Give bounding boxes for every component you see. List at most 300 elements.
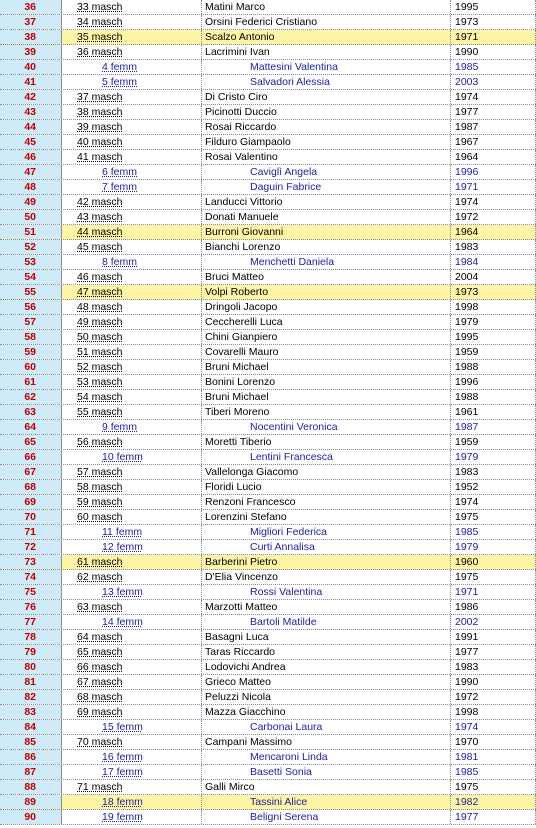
table-row[interactable] [0,585,536,600]
code-text: 9 femm [102,421,138,433]
year-cell[interactable]: 1971 [451,180,536,194]
name-cell[interactable]: Donati Manuele [202,210,451,224]
year-cell[interactable]: 2004 [451,270,536,284]
code-cell[interactable] [62,525,202,539]
year-cell[interactable]: 1998 [451,705,536,719]
code-text: 33 masch [77,1,123,13]
name-cell[interactable]: Volpi Roberto [202,285,451,299]
name-cell[interactable]: Bartoli Matilde [202,615,451,629]
year-cell[interactable]: 2002 [451,615,536,629]
table-row[interactable] [0,720,536,735]
year-cell[interactable]: 1979 [451,315,536,329]
row-header[interactable]: 68 [0,480,62,494]
row-header[interactable]: 42 [0,90,62,104]
code-text: 71 masch [77,781,123,793]
code-text: 18 femm [102,796,143,808]
row-header[interactable]: 38 [0,30,62,44]
row-header[interactable]: 62 [0,390,62,404]
row-header[interactable]: 65 [0,435,62,449]
code-cell[interactable] [62,660,202,674]
row-header[interactable]: 72 [0,540,62,554]
year-cell[interactable]: 1972 [451,690,536,704]
year-cell[interactable]: 1959 [451,345,536,359]
year-cell[interactable]: 1973 [451,15,536,29]
code-cell[interactable] [62,570,202,584]
year-cell[interactable]: 1972 [451,210,536,224]
row-header[interactable]: 51 [0,225,62,239]
code-cell[interactable] [62,810,202,824]
year-cell[interactable]: 1985 [451,60,536,74]
code-cell[interactable] [62,75,202,89]
code-text: 47 masch [77,286,123,298]
year-cell[interactable]: 1977 [451,645,536,659]
table-row[interactable] [0,540,536,555]
row-header[interactable]: 56 [0,300,62,314]
year-cell[interactable]: 1984 [451,255,536,269]
row-header[interactable]: 88 [0,780,62,794]
name-cell[interactable]: Chini Gianpiero [202,330,451,344]
year-cell[interactable]: 1990 [451,45,536,59]
row-header[interactable]: 57 [0,315,62,329]
code-cell[interactable] [62,540,202,554]
year-cell[interactable]: 1952 [451,480,536,494]
table-row[interactable] [0,0,536,15]
code-cell[interactable] [62,0,202,14]
year-cell[interactable]: 1971 [451,30,536,44]
table-row[interactable] [0,675,536,690]
table-row[interactable] [0,45,536,60]
row-header[interactable]: 70 [0,510,62,524]
year-cell[interactable]: 1967 [451,135,536,149]
code-cell[interactable] [62,240,202,254]
year-cell[interactable]: 1975 [451,570,536,584]
name-cell[interactable]: Bruni Michael [202,360,451,374]
code-cell[interactable] [62,165,202,179]
code-cell[interactable] [62,795,202,809]
code-text: 57 masch [77,466,123,478]
name-cell[interactable]: Basagni Luca [202,630,451,644]
code-cell[interactable] [62,600,202,614]
code-text: 56 masch [77,436,123,448]
table-row[interactable] [0,195,536,210]
code-text: 36 masch [77,46,123,58]
row-header[interactable]: 89 [0,795,62,809]
name-cell[interactable]: Barberini Pietro [202,555,451,569]
table-row[interactable] [0,810,536,825]
year-cell[interactable]: 1971 [451,585,536,599]
row-header[interactable]: 46 [0,150,62,164]
row-header[interactable]: 40 [0,60,62,74]
table-row[interactable] [0,690,536,705]
code-cell[interactable] [62,750,202,764]
table-row[interactable] [0,795,536,810]
table-row[interactable] [0,300,536,315]
year-cell[interactable]: 1981 [451,750,536,764]
name-cell[interactable]: Mattesini Valentina [202,60,451,74]
row-header[interactable]: 43 [0,105,62,119]
table-row[interactable] [0,465,536,480]
year-cell[interactable]: 1975 [451,510,536,524]
table-row[interactable] [0,150,536,165]
name-cell[interactable]: Carbonai Laura [202,720,451,734]
year-cell[interactable]: 1985 [451,765,536,779]
code-cell[interactable] [62,285,202,299]
table-row[interactable] [0,630,536,645]
name-cell[interactable]: Campani Massimo [202,735,451,749]
row-header[interactable]: 76 [0,600,62,614]
table-row[interactable] [0,450,536,465]
name-cell[interactable]: Rosai Riccardo [202,120,451,134]
row-header[interactable]: 49 [0,195,62,209]
row-header[interactable]: 66 [0,450,62,464]
table-row[interactable] [0,75,536,90]
year-cell[interactable]: 1988 [451,390,536,404]
code-cell[interactable] [62,630,202,644]
code-cell[interactable] [62,45,202,59]
year-cell[interactable]: 1970 [451,735,536,749]
code-cell[interactable] [62,135,202,149]
table-row[interactable] [0,420,536,435]
row-header[interactable]: 59 [0,345,62,359]
row-header[interactable]: 64 [0,420,62,434]
table-row[interactable] [0,225,536,240]
code-cell[interactable] [62,60,202,74]
row-header[interactable]: 81 [0,675,62,689]
row-header[interactable]: 87 [0,765,62,779]
name-cell[interactable]: Lodovichi Andrea [202,660,451,674]
table-row[interactable] [0,120,536,135]
row-header[interactable]: 71 [0,525,62,539]
code-cell[interactable] [62,705,202,719]
table-row[interactable] [0,660,536,675]
code-cell[interactable] [62,555,202,569]
code-cell[interactable] [62,315,202,329]
code-cell[interactable] [62,720,202,734]
code-cell[interactable] [62,645,202,659]
name-cell[interactable]: Taras Riccardo [202,645,451,659]
code-cell[interactable] [62,180,202,194]
name-cell[interactable]: Beligni Serena [202,810,451,824]
year-cell[interactable]: 1959 [451,435,536,449]
code-cell[interactable] [62,300,202,314]
year-cell[interactable]: 1964 [451,150,536,164]
row-header[interactable]: 90 [0,810,62,824]
name-cell[interactable]: Tiberi Moreno [202,405,451,419]
name-cell[interactable]: Basetti Sonia [202,765,451,779]
code-cell[interactable] [62,585,202,599]
name-cell[interactable]: Rosai Valentino [202,150,451,164]
table-row[interactable] [0,735,536,750]
code-cell[interactable] [62,690,202,704]
year-cell[interactable]: 1974 [451,90,536,104]
code-cell[interactable] [62,225,202,239]
row-header[interactable]: 82 [0,690,62,704]
name-cell[interactable]: Covarelli Mauro [202,345,451,359]
year-cell[interactable]: 1964 [451,225,536,239]
code-cell[interactable] [62,780,202,794]
code-cell[interactable] [62,435,202,449]
table-row[interactable] [0,375,536,390]
code-cell[interactable] [62,270,202,284]
row-header[interactable]: 85 [0,735,62,749]
table-row[interactable] [0,705,536,720]
year-cell[interactable]: 1998 [451,300,536,314]
name-cell[interactable]: Landucci Vittorio [202,195,451,209]
year-cell[interactable]: 1983 [451,660,536,674]
code-cell[interactable] [62,375,202,389]
table-row[interactable] [0,345,536,360]
name-cell[interactable]: D'Elia Vincenzo [202,570,451,584]
name-cell[interactable]: Orsini Federici Cristiano [202,15,451,29]
name-cell[interactable]: Floridi Lucio [202,480,451,494]
code-cell[interactable] [62,450,202,464]
row-header[interactable]: 47 [0,165,62,179]
code-cell[interactable] [62,15,202,29]
code-cell[interactable] [62,150,202,164]
code-cell[interactable] [62,465,202,479]
code-text: 13 femm [102,586,143,598]
year-cell[interactable]: 1973 [451,285,536,299]
year-cell[interactable]: 1996 [451,375,536,389]
year-cell[interactable]: 2003 [451,75,536,89]
table-row[interactable] [0,600,536,615]
name-cell[interactable]: Vallelonga Giacomo [202,465,451,479]
name-cell[interactable]: Burroni Giovanni [202,225,451,239]
row-header[interactable]: 73 [0,555,62,569]
name-cell[interactable]: Daguin Fabrice [202,180,451,194]
year-cell[interactable]: 1974 [451,495,536,509]
row-header[interactable]: 44 [0,120,62,134]
name-cell[interactable]: Mencaroni Linda [202,750,451,764]
code-cell[interactable] [62,195,202,209]
year-cell[interactable]: 1990 [451,675,536,689]
name-cell[interactable]: Tassini Alice [202,795,451,809]
table-row[interactable] [0,330,536,345]
year-cell[interactable]: 1977 [451,810,536,824]
code-cell[interactable] [62,420,202,434]
table-row[interactable] [0,165,536,180]
table-row[interactable] [0,570,536,585]
row-header[interactable]: 83 [0,705,62,719]
table-row[interactable] [0,135,536,150]
name-cell[interactable]: Matini Marco [202,0,451,14]
table-row[interactable] [0,15,536,30]
row-header[interactable]: 63 [0,405,62,419]
row-header[interactable]: 55 [0,285,62,299]
code-cell[interactable] [62,765,202,779]
table-row[interactable] [0,615,536,630]
name-cell[interactable]: Grieco Matteo [202,675,451,689]
year-cell[interactable]: 1977 [451,105,536,119]
row-header[interactable]: 74 [0,570,62,584]
code-text: 51 masch [77,346,123,358]
year-cell[interactable]: 1979 [451,450,536,464]
code-cell[interactable] [62,345,202,359]
table-row[interactable] [0,105,536,120]
row-header[interactable]: 67 [0,465,62,479]
year-cell[interactable]: 1975 [451,780,536,794]
table-row[interactable] [0,30,536,45]
code-text: 48 masch [77,301,123,313]
code-cell[interactable] [62,405,202,419]
table-row[interactable] [0,315,536,330]
table-row[interactable] [0,750,536,765]
row-header[interactable]: 75 [0,585,62,599]
code-cell[interactable] [62,330,202,344]
name-cell[interactable]: Menchetti Daniela [202,255,451,269]
table-row[interactable] [0,525,536,540]
table-row[interactable] [0,405,536,420]
code-text: 53 masch [77,376,123,388]
row-header[interactable]: 77 [0,615,62,629]
code-text: 10 femm [102,451,143,463]
name-cell[interactable]: Curti Annalisa [202,540,451,554]
row-header[interactable]: 60 [0,360,62,374]
name-cell[interactable]: Caviglì Angela [202,165,451,179]
code-cell[interactable] [62,105,202,119]
name-cell[interactable]: Migliori Federica [202,525,451,539]
name-cell[interactable]: Moretti Tiberio [202,435,451,449]
year-cell[interactable]: 1987 [451,420,536,434]
code-cell[interactable] [62,480,202,494]
code-text: 63 masch [77,601,123,613]
row-header[interactable]: 79 [0,645,62,659]
code-cell[interactable] [62,735,202,749]
table-row[interactable] [0,60,536,75]
name-cell[interactable]: Peluzzi Nicola [202,690,451,704]
name-cell[interactable]: Lorenzini Stefano [202,510,451,524]
year-cell[interactable]: 1985 [451,525,536,539]
row-header[interactable]: 80 [0,660,62,674]
name-cell[interactable]: Bonini Lorenzo [202,375,451,389]
year-cell[interactable]: 1983 [451,465,536,479]
table-row[interactable] [0,645,536,660]
row-header[interactable]: 52 [0,240,62,254]
code-text: 50 masch [77,331,123,343]
year-cell[interactable]: 1988 [451,360,536,374]
code-text: 37 masch [77,91,123,103]
code-cell[interactable] [62,510,202,524]
row-header[interactable]: 61 [0,375,62,389]
row-header[interactable]: 45 [0,135,62,149]
code-text: 65 masch [77,646,123,658]
table-row[interactable] [0,90,536,105]
year-cell[interactable]: 1960 [451,555,536,569]
name-cell[interactable]: Rossi Valentina [202,585,451,599]
table-row[interactable] [0,210,536,225]
row-header[interactable]: 37 [0,15,62,29]
year-cell[interactable]: 1987 [451,120,536,134]
year-cell[interactable]: 1991 [451,630,536,644]
row-header[interactable]: 53 [0,255,62,269]
row-header[interactable]: 84 [0,720,62,734]
name-cell[interactable]: Di Cristo Ciro [202,90,451,104]
name-cell[interactable]: Lentini Francesca [202,450,451,464]
table-row[interactable] [0,510,536,525]
code-cell[interactable] [62,495,202,509]
name-cell[interactable]: Salvadori Alessia [202,75,451,89]
year-cell[interactable]: 1983 [451,240,536,254]
name-cell[interactable]: Bianchi Lorenzo [202,240,451,254]
code-text: 62 masch [77,571,123,583]
table-row[interactable] [0,780,536,795]
name-cell[interactable]: Lacrimini Ivan [202,45,451,59]
code-text: 52 masch [77,361,123,373]
code-cell[interactable] [62,615,202,629]
row-header[interactable]: 48 [0,180,62,194]
year-cell[interactable]: 1986 [451,600,536,614]
table-row[interactable] [0,765,536,780]
table-row[interactable] [0,180,536,195]
name-cell[interactable]: Filduro Giampaolo [202,135,451,149]
code-text: 55 masch [77,406,123,418]
table-row[interactable] [0,390,536,405]
code-cell[interactable] [62,30,202,44]
name-cell[interactable]: Mazza Giacchino [202,705,451,719]
row-header[interactable]: 50 [0,210,62,224]
table-row[interactable] [0,435,536,450]
code-cell[interactable] [62,255,202,269]
code-text: 5 femm [102,76,138,88]
year-cell[interactable]: 1974 [451,720,536,734]
code-text: 45 masch [77,241,123,253]
row-header[interactable]: 54 [0,270,62,284]
row-header[interactable]: 58 [0,330,62,344]
year-cell[interactable]: 1961 [451,405,536,419]
table-row[interactable] [0,480,536,495]
table-row[interactable] [0,240,536,255]
code-text: 46 masch [77,271,123,283]
name-cell[interactable]: Scalzo Antonio [202,30,451,44]
code-text: 68 masch [77,691,123,703]
table-row[interactable] [0,270,536,285]
name-cell[interactable]: Bruni Michael [202,390,451,404]
table-row[interactable] [0,495,536,510]
table-row[interactable] [0,255,536,270]
name-cell[interactable]: Ceccherelli Luca [202,315,451,329]
row-header[interactable]: 78 [0,630,62,644]
year-cell[interactable]: 1996 [451,165,536,179]
year-cell[interactable]: 1995 [451,0,536,14]
name-cell[interactable]: Dringoli Jacopo [202,300,451,314]
year-cell[interactable]: 1974 [451,195,536,209]
code-cell[interactable] [62,90,202,104]
table-row[interactable] [0,555,536,570]
name-cell[interactable]: Bruci Matteo [202,270,451,284]
code-cell[interactable] [62,390,202,404]
row-header[interactable]: 39 [0,45,62,59]
table-row[interactable] [0,360,536,375]
code-cell[interactable] [62,210,202,224]
code-cell[interactable] [62,360,202,374]
name-cell[interactable]: Marzotti Matteo [202,600,451,614]
row-header[interactable]: 41 [0,75,62,89]
code-cell[interactable] [62,675,202,689]
code-text: 6 femm [102,166,138,178]
name-cell[interactable]: Renzoni Francesco [202,495,451,509]
year-cell[interactable]: 1982 [451,795,536,809]
table-row[interactable] [0,285,536,300]
row-header[interactable]: 69 [0,495,62,509]
year-cell[interactable]: 1979 [451,540,536,554]
name-cell[interactable]: Picinotti Duccio [202,105,451,119]
row-header[interactable]: 36 [0,0,62,14]
year-cell[interactable]: 1995 [451,330,536,344]
row-header[interactable]: 86 [0,750,62,764]
name-cell[interactable]: Galli Mirco [202,780,451,794]
code-cell[interactable] [62,120,202,134]
name-cell[interactable]: Nocentini Veronica [202,420,451,434]
